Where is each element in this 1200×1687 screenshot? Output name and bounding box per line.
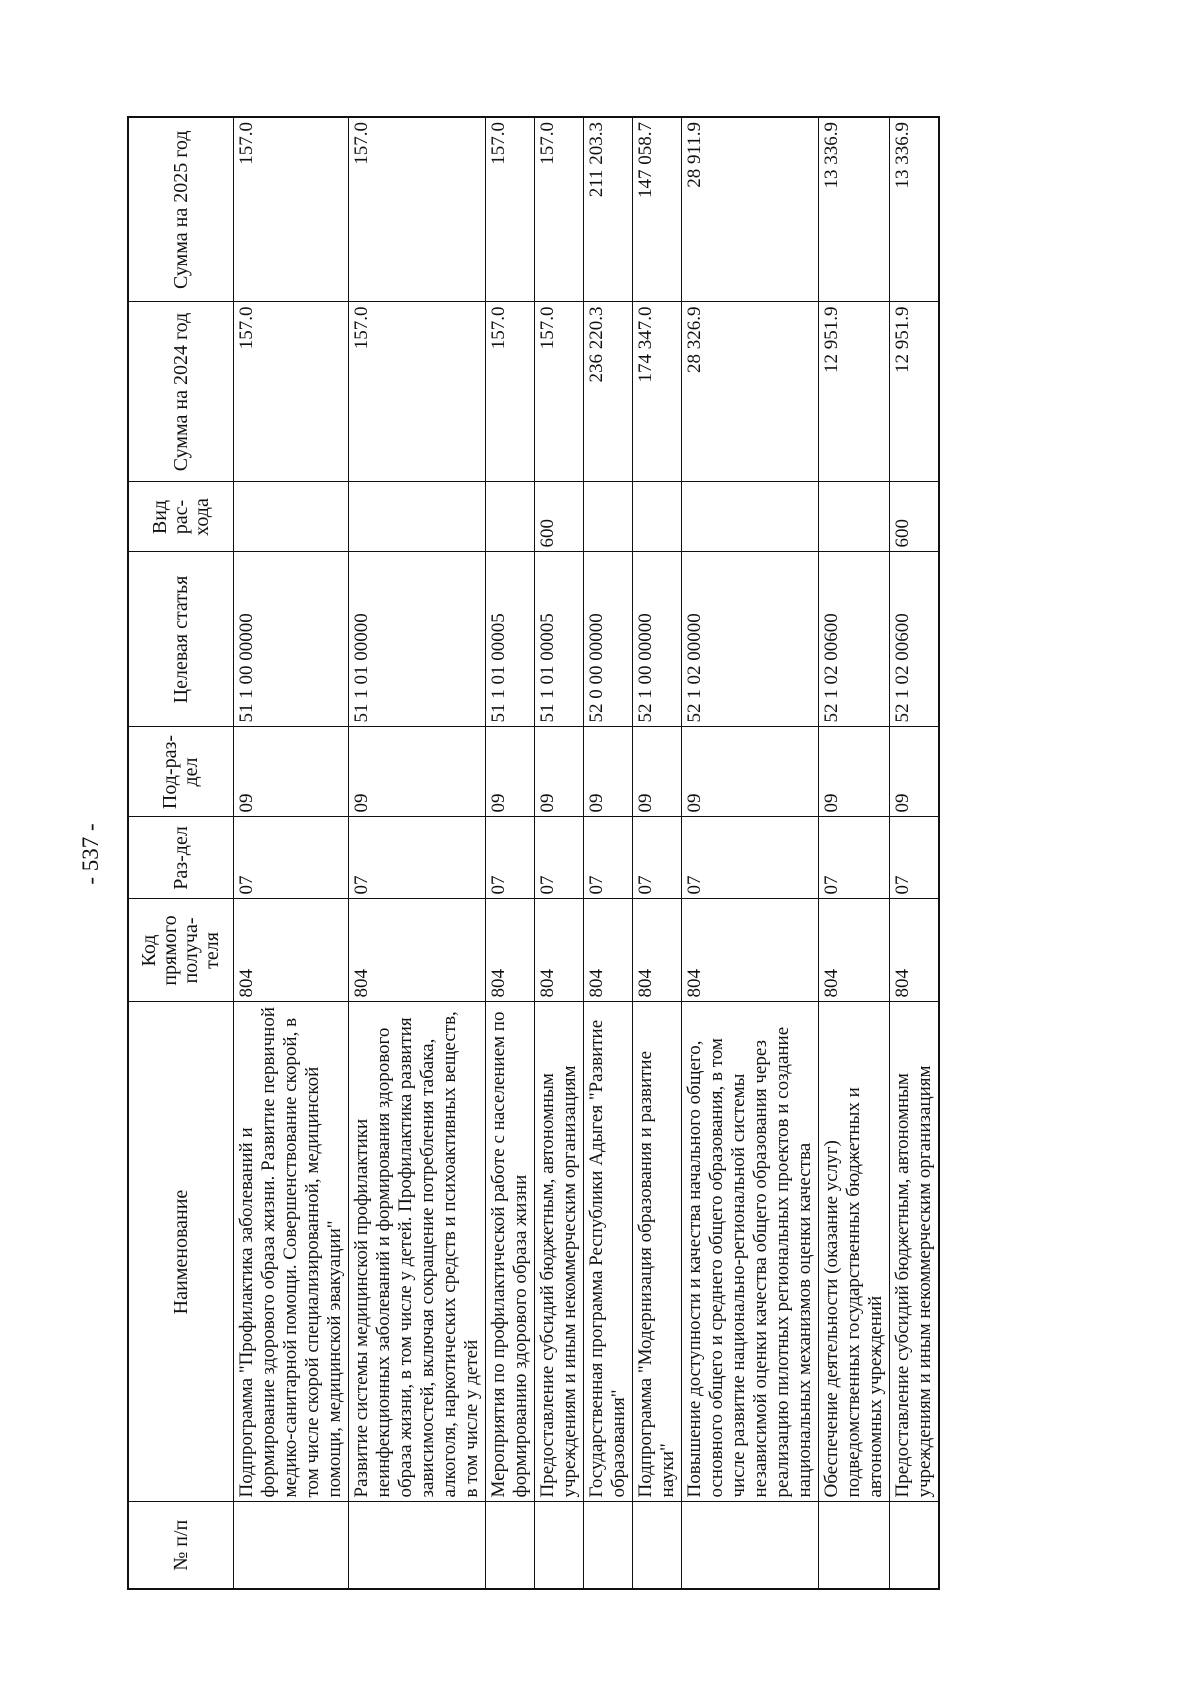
table-row (890, 117, 940, 1589)
cell-name: Повышение доступности и качества начального общего, основного общего и среднего общего образования, в том числе развитие национально-региональной системы независимой оценки качества общего образования через реализацию пилотных региональных проектов и создание национальных механизмов оценки качества (682, 1002, 819, 1502)
cell-target: 51 1 01 00005 (486, 552, 535, 727)
cell-expense (819, 482, 890, 552)
cell-sum-2024: 12 951.9 (819, 302, 890, 482)
cell-recipient: 804 (633, 899, 682, 1002)
cell-name: Предоставление субсидий бюджетным, автономным учреждениям и иным некоммерческим организациям (890, 1002, 940, 1502)
cell-target: 51 1 01 00000 (349, 552, 486, 727)
cell-expense (584, 482, 633, 552)
cell-sum-2025: 157.0 (234, 117, 349, 302)
cell-num (535, 1502, 584, 1589)
table-row (535, 117, 584, 1589)
cell-sum-2024: 12 951.9 (890, 302, 940, 482)
cell-section: 07 (633, 817, 682, 899)
cell-target: 52 1 02 00000 (682, 552, 819, 727)
header-subsection: Под-раз-дел (128, 727, 234, 817)
table-row (682, 117, 819, 1589)
cell-subsection: 09 (486, 727, 535, 817)
cell-section: 07 (486, 817, 535, 899)
cell-subsection: 09 (633, 727, 682, 817)
cell-recipient: 804 (234, 899, 349, 1002)
cell-recipient: 804 (682, 899, 819, 1002)
cell-num (584, 1502, 633, 1589)
cell-num (682, 1502, 819, 1589)
header-sum-2025: Сумма на 2025 год (128, 117, 234, 302)
cell-expense (633, 482, 682, 552)
table-row (349, 117, 486, 1589)
cell-expense (349, 482, 486, 552)
cell-expense: 600 (535, 482, 584, 552)
cell-section: 07 (682, 817, 819, 899)
cell-recipient: 804 (890, 899, 940, 1002)
cell-target: 52 1 00 00000 (633, 552, 682, 727)
cell-sum-2024: 157.0 (535, 302, 584, 482)
cell-section: 07 (349, 817, 486, 899)
cell-sum-2025: 147 058.7 (633, 117, 682, 302)
table-row (584, 117, 633, 1589)
cell-name: Государственная программа Республики Адыгея "Развитие образования" (584, 1002, 633, 1502)
rotated-document-page (78, 118, 1085, 1590)
header-recipient: Код прямого получа-теля (128, 899, 234, 1002)
cell-sum-2024: 28 326.9 (682, 302, 819, 482)
cell-target: 52 1 02 00600 (819, 552, 890, 727)
cell-num (486, 1502, 535, 1589)
cell-name: Предоставление субсидий бюджетным, автономным учреждениям и иным некоммерческим организациям (535, 1002, 584, 1502)
cell-section: 07 (584, 817, 633, 899)
cell-target: 52 0 00 00000 (584, 552, 633, 727)
cell-expense: 600 (890, 482, 940, 552)
header-section: Раз-дел (128, 817, 234, 899)
cell-section: 07 (890, 817, 940, 899)
cell-recipient: 804 (535, 899, 584, 1002)
cell-sum-2024: 157.0 (349, 302, 486, 482)
cell-sum-2024: 174 347.0 (633, 302, 682, 482)
cell-sum-2025: 13 336.9 (890, 117, 940, 302)
table-row (486, 117, 535, 1589)
cell-sum-2025: 28 911.9 (682, 117, 819, 302)
cell-num (819, 1502, 890, 1589)
cell-sum-2024: 157.0 (486, 302, 535, 482)
cell-recipient: 804 (486, 899, 535, 1002)
page-number: - 537 - (78, 823, 103, 885)
cell-target: 51 1 01 00005 (535, 552, 584, 727)
cell-expense (234, 482, 349, 552)
cell-section: 07 (819, 817, 890, 899)
cell-num (349, 1502, 486, 1589)
header-target: Целевая статья (128, 552, 234, 727)
cell-subsection: 09 (234, 727, 349, 817)
header-sum-2024: Сумма на 2024 год (128, 302, 234, 482)
cell-subsection: 09 (890, 727, 940, 817)
cell-expense (682, 482, 819, 552)
cell-sum-2025: 13 336.9 (819, 117, 890, 302)
cell-num (234, 1502, 349, 1589)
cell-num (890, 1502, 940, 1589)
cell-name: Обеспечение деятельности (оказание услуг) подведомственных государственных бюджетных и автономных учреждений (819, 1002, 890, 1502)
cell-name: Мероприятия по профилактической работе с населением по формированию здорового образа жизни (486, 1002, 535, 1502)
cell-subsection: 09 (349, 727, 486, 817)
cell-section: 07 (535, 817, 584, 899)
budget-table (127, 116, 940, 1590)
cell-sum-2024: 157.0 (234, 302, 349, 482)
table-row (819, 117, 890, 1589)
cell-subsection: 09 (682, 727, 819, 817)
cell-name: Подпрограмма "Профилактика заболеваний и формирование здорового образа жизни. Развитие первичной медико-санитарной помощи. Совершенствование скорой, в том числе скорой специализированной, медицинской помощи, медицинской эвакуации" (234, 1002, 349, 1502)
cell-subsection: 09 (819, 727, 890, 817)
cell-section: 07 (234, 817, 349, 899)
table-header-row (128, 117, 234, 1589)
table-row (234, 117, 349, 1589)
cell-recipient: 804 (819, 899, 890, 1002)
header-name: Наименование (128, 1002, 234, 1502)
cell-sum-2024: 236 220.3 (584, 302, 633, 482)
header-num: № п/п (128, 1502, 234, 1589)
cell-subsection: 09 (584, 727, 633, 817)
cell-name: Подпрограмма "Модернизация образования и развитие науки" (633, 1002, 682, 1502)
cell-sum-2025: 157.0 (486, 117, 535, 302)
cell-name: Развитие системы медицинской профилактики неинфекционных заболеваний и формирования здорового образа жизни, в том числе у детей. Профилактика развития зависимостей, включая сокращение потребления табака, алкоголя, наркотических средств и психоактивных веществ, в том числе у детей (349, 1002, 486, 1502)
cell-sum-2025: 211 203.3 (584, 117, 633, 302)
cell-sum-2025: 157.0 (535, 117, 584, 302)
cell-recipient: 804 (349, 899, 486, 1002)
table-row (633, 117, 682, 1589)
cell-sum-2025: 157.0 (349, 117, 486, 302)
cell-target: 51 1 00 00000 (234, 552, 349, 727)
cell-subsection: 09 (535, 727, 584, 817)
cell-recipient: 804 (584, 899, 633, 1002)
header-expense: Вид рас-хода (128, 482, 234, 552)
cell-num (633, 1502, 682, 1589)
cell-target: 52 1 02 00600 (890, 552, 940, 727)
cell-expense (486, 482, 535, 552)
